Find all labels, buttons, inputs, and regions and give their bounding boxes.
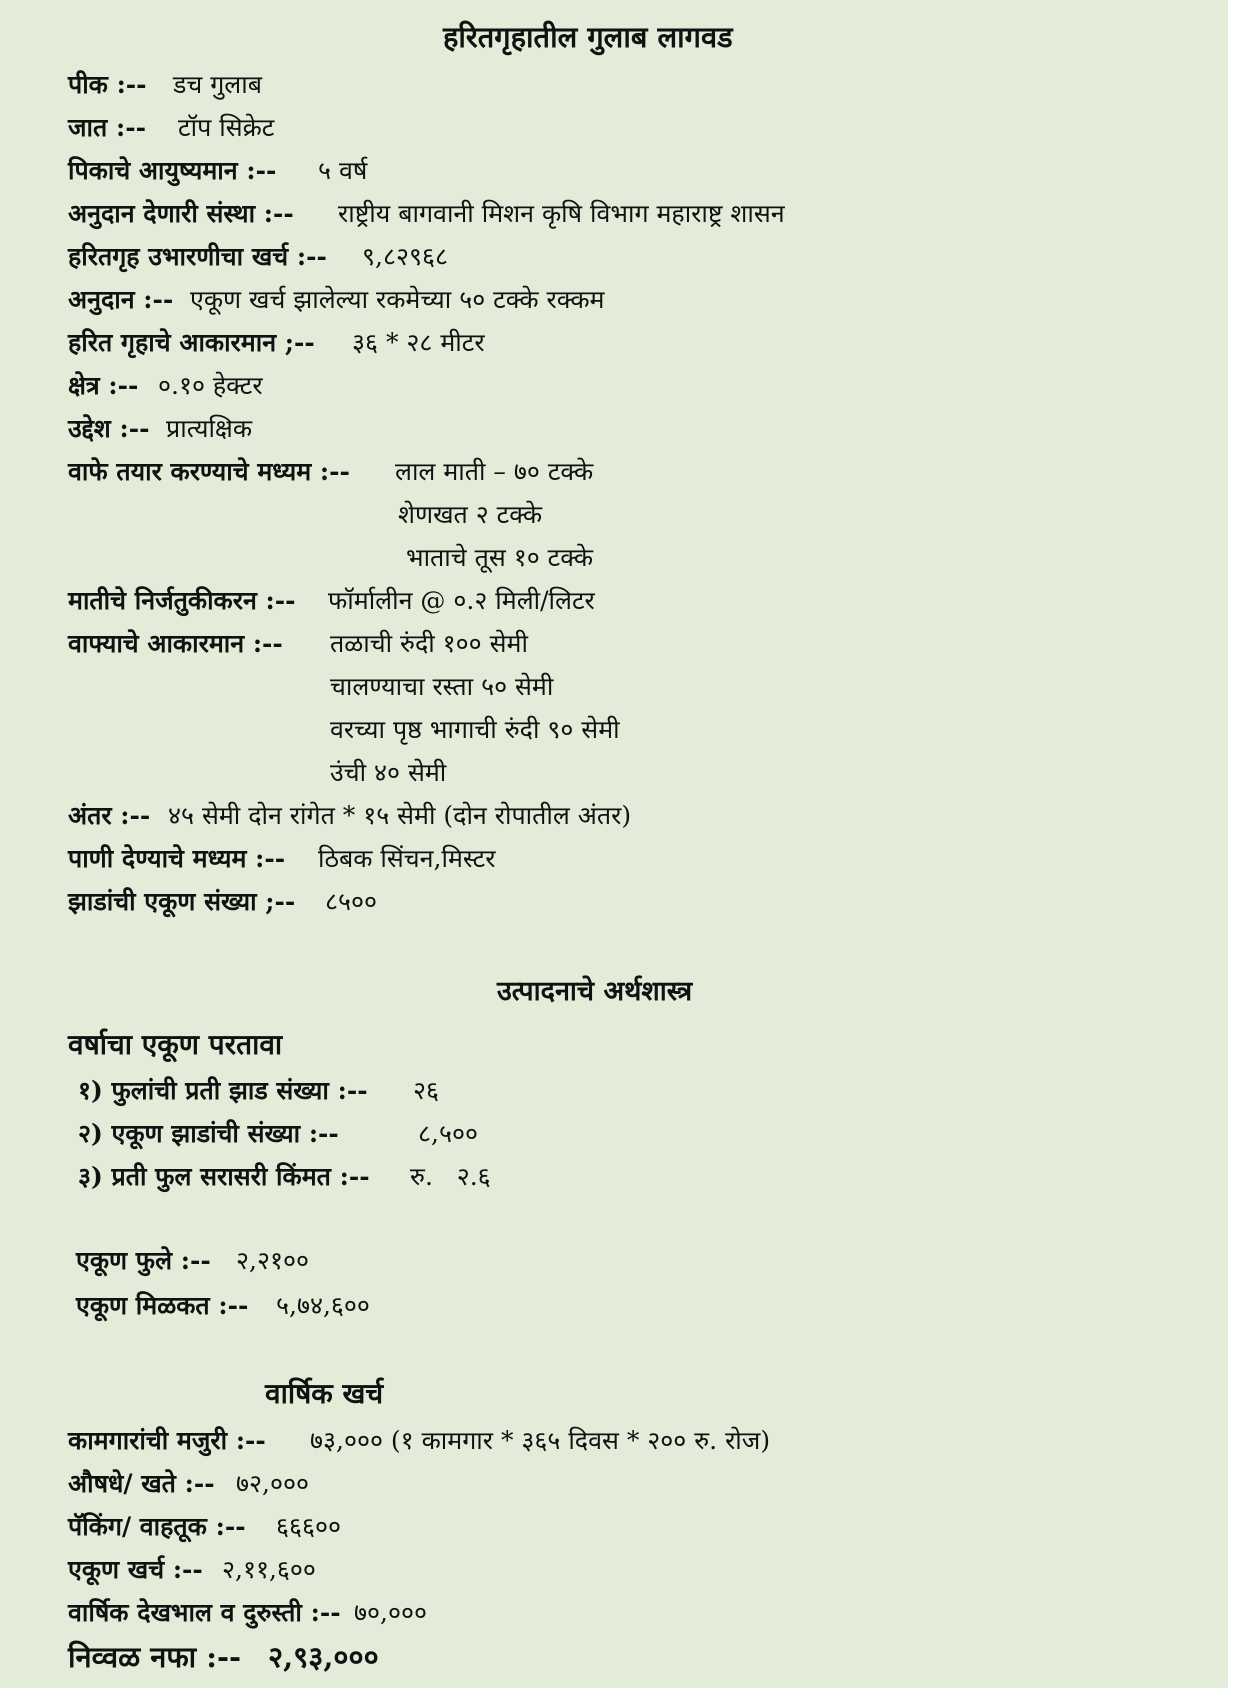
expenses-label-packing-transport: पॅकिंग/ वाहतूक :--	[68, 1512, 246, 1541]
info-value-area: ०.१० हेक्टर	[158, 371, 263, 400]
economics-value-flowers-per-plant: २६	[413, 1076, 440, 1105]
info-value-soil-sterilization: फॉर्मालीन @ ०.२ मिली/लिटर	[328, 586, 595, 615]
expenses-heading: वार्षिक खर्च	[265, 1377, 384, 1410]
expenses-label-total-cost: एकूण खर्च :--	[68, 1555, 203, 1584]
info-value-bed-medium-3: भाताचे तूस १० टक्के	[406, 543, 594, 572]
expenses-value-labor: ७३,००० (१ कामगार * ३६५ दिवस * २०० रु. रोज)	[310, 1426, 771, 1455]
info-value-bed-medium-1: लाल माती – ७० टक्के	[395, 457, 594, 486]
expenses-value-total-cost: २,११,६००	[222, 1555, 316, 1584]
info-value-spacing: ४५ सेमी दोन रांगेत * १५ सेमी (दोन रोपातील अंतर)	[168, 801, 632, 830]
info-value-subsidy-agency: राष्ट्रीय बागवानी मिशन कृषि विभाग महाराष्ट्र शासन	[338, 199, 785, 228]
info-value-irrigation: ठिबक सिंचन,मिस्टर	[318, 844, 496, 873]
economics-value-total-plants: ८,५००	[418, 1119, 478, 1148]
info-value-greenhouse-size: ३६ * २८ मीटर	[352, 328, 485, 357]
info-label-soil-sterilization: मातीचे निर्जतुकीकरन :--	[68, 586, 296, 615]
expenses-label-chemicals-fertilizers: औषधे/ खते :--	[68, 1469, 215, 1498]
economics-value-total-income: ५,७४,६००	[276, 1291, 370, 1320]
economics-value-price-per-flower: रु. २.६	[410, 1162, 491, 1191]
info-label-subsidy: अनुदान :--	[68, 285, 174, 314]
info-label-irrigation: पाणी देण्याचे मध्यम :--	[68, 844, 286, 873]
info-label-crop: पीक :--	[68, 70, 147, 99]
info-label-construction-cost: हरितगृह उभारणीचा खर्च :--	[68, 242, 327, 271]
info-label-purpose: उद्देश :--	[68, 414, 150, 443]
info-value-subsidy: एकूण खर्च झालेल्या रकमेच्या ५० टक्के रक्कम	[190, 285, 605, 314]
info-value-bed-medium-2: शेणखत २ टक्के	[398, 500, 543, 529]
info-value-plant-count: ८५००	[325, 887, 378, 916]
info-value-purpose: प्रात्यक्षिक	[166, 414, 253, 443]
info-label-spacing: अंतर :--	[68, 801, 151, 830]
expenses-value-maintenance: ७०,०००	[354, 1598, 427, 1627]
page-title: हरितगृहातील गुलाब लागवड	[443, 20, 733, 54]
info-value-bed-size-3: वरच्या पृष्ठ भागाची रुंदी ९० सेमी	[330, 715, 620, 744]
info-value-crop: डच गुलाब	[173, 70, 262, 99]
info-label-crop-life: पिकाचे आयुष्यमान :--	[68, 156, 277, 185]
economics-heading: उत्पादनाचे अर्थशास्त्र	[497, 976, 693, 1007]
expenses-value-chemicals-fertilizers: ७२,०००	[236, 1469, 309, 1498]
info-label-plant-count: झाडांची एकूण संख्या ;--	[68, 887, 296, 916]
info-value-crop-life: ५ वर्ष	[318, 156, 368, 185]
info-label-subsidy-agency: अनुदान देणारी संस्था :--	[68, 199, 294, 228]
expenses-label-net-profit: निव्वळ नफा :--	[68, 1640, 242, 1674]
economics-label-price-per-flower: ३) प्रती फुल सरासरी किंमत :--	[78, 1162, 370, 1191]
economics-label-total-income: एकूण मिळकत :--	[76, 1291, 249, 1320]
info-value-variety: टॉप सिक्रेट	[178, 113, 275, 142]
info-label-bed-medium: वाफे तयार करण्याचे मध्यम :--	[68, 457, 350, 486]
info-value-bed-size-2: चालण्याचा रस्ता ५० सेमी	[330, 672, 554, 701]
economics-label-total-plants: २) एकूण झाडांची संख्या :--	[78, 1119, 339, 1148]
economics-label-flowers-per-plant: १) फुलांची प्रती झाड संख्या :--	[78, 1076, 368, 1105]
info-value-construction-cost: ९,८२९६८	[362, 242, 448, 271]
economics-label-total-flowers: एकूण फुले :--	[76, 1246, 211, 1275]
info-label-bed-size: वाफ्याचे आकारमान :--	[68, 629, 283, 658]
expenses-value-net-profit: २,९३,०००	[268, 1640, 379, 1674]
expenses-label-labor: कामगारांची मजुरी :--	[68, 1426, 266, 1455]
info-value-bed-size-4: उंची ४० सेमी	[330, 758, 447, 787]
info-label-variety: जात :--	[68, 113, 146, 142]
economics-subheading: वर्षाचा एकूण परतावा	[68, 1028, 283, 1061]
info-label-area: क्षेत्र :--	[68, 371, 139, 400]
expenses-value-packing-transport: ६६६००	[276, 1512, 342, 1541]
economics-value-total-flowers: २,२१००	[236, 1246, 309, 1275]
expenses-label-maintenance: वार्षिक देखभाल व दुरुस्ती :--	[68, 1598, 341, 1627]
info-value-bed-size-1: तळाची रुंदी १०० सेमी	[330, 629, 528, 658]
info-label-greenhouse-size: हरित गृहाचे आकारमान ;--	[68, 328, 315, 357]
